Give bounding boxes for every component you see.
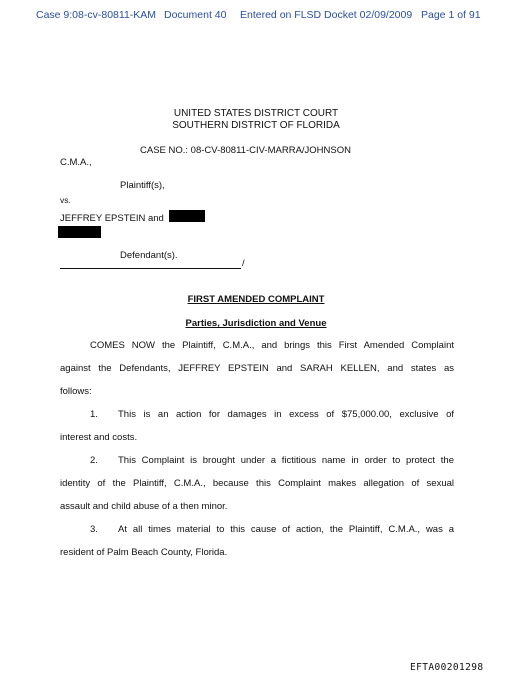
case-number: CASE NO.: 08-CV-80811-CIV-MARRA/JOHNSON bbox=[140, 145, 351, 156]
court-name bbox=[0, 108, 512, 132]
paragraph-1-number: 1. bbox=[90, 409, 98, 420]
paragraph-1 bbox=[60, 403, 454, 449]
redaction-block-1 bbox=[169, 210, 205, 222]
defendant-name: JEFFREY EPSTEIN and bbox=[60, 213, 164, 224]
paragraph-3 bbox=[60, 518, 454, 564]
plaintiff-role: Plaintiff(s), bbox=[120, 180, 165, 191]
paragraph-3-line-2: resident of Palm Beach County, Florida. bbox=[60, 547, 228, 558]
court-line-2: SOUTHERN DISTRICT OF FLORIDA bbox=[172, 120, 340, 131]
paragraph-2 bbox=[60, 449, 454, 518]
plaintiff-name: C.M.A., bbox=[60, 157, 92, 168]
caption-rule-end: / bbox=[242, 258, 245, 269]
intro-line-3: follows: bbox=[60, 386, 92, 397]
paragraph-1-line-2: interest and costs. bbox=[60, 432, 138, 443]
paragraph-3-line-1: 3. At all times material to this cause of action, the Plaintiff, C.M.A., was a bbox=[60, 518, 454, 541]
document-title: FIRST AMENDED COMPLAINT bbox=[187, 294, 325, 305]
header-page-count: Page 1 of 91 bbox=[421, 9, 481, 21]
header-document-number: Document 40 bbox=[164, 9, 227, 21]
redaction-block-2 bbox=[58, 226, 101, 238]
defendant-role: Defendant(s). bbox=[120, 250, 178, 261]
intro-line-2: against the Defendants, JEFFREY EPSTEIN and SARAH KELLEN, and states as bbox=[60, 363, 454, 374]
caption-rule bbox=[60, 268, 241, 269]
versus-label: vs. bbox=[60, 195, 71, 205]
header-case-number: Case 9:08-cv-80811-KAM bbox=[36, 9, 157, 21]
paragraph-2-line-1: 2. This Complaint is brought under a fictitious name in order to protect the bbox=[60, 449, 454, 472]
intro-line-1: COMES NOW the Plaintiff, C.M.A., and brings this First Amended Complaint bbox=[90, 340, 454, 351]
bates-number: EFTA00201298 bbox=[410, 662, 484, 673]
paragraph-2-line-2: identity of the Plaintiff, C.M.A., because this Complaint makes allegation of sexual bbox=[60, 478, 454, 489]
intro-paragraph bbox=[60, 334, 454, 403]
header-entered-date: Entered on FLSD Docket 02/09/2009 bbox=[240, 9, 413, 21]
section-heading: Parties, Jurisdiction and Venue bbox=[185, 318, 327, 329]
paragraph-2-number: 2. bbox=[90, 455, 98, 466]
paragraph-2-line-3: assault and child abuse of a then minor. bbox=[60, 501, 228, 512]
court-line-1: UNITED STATES DISTRICT COURT bbox=[173, 108, 339, 119]
paragraph-1-line-1: 1. This is an action for damages in excess of $75,000.00, exclusive of bbox=[60, 403, 454, 426]
paragraph-3-number: 3. bbox=[90, 524, 98, 535]
